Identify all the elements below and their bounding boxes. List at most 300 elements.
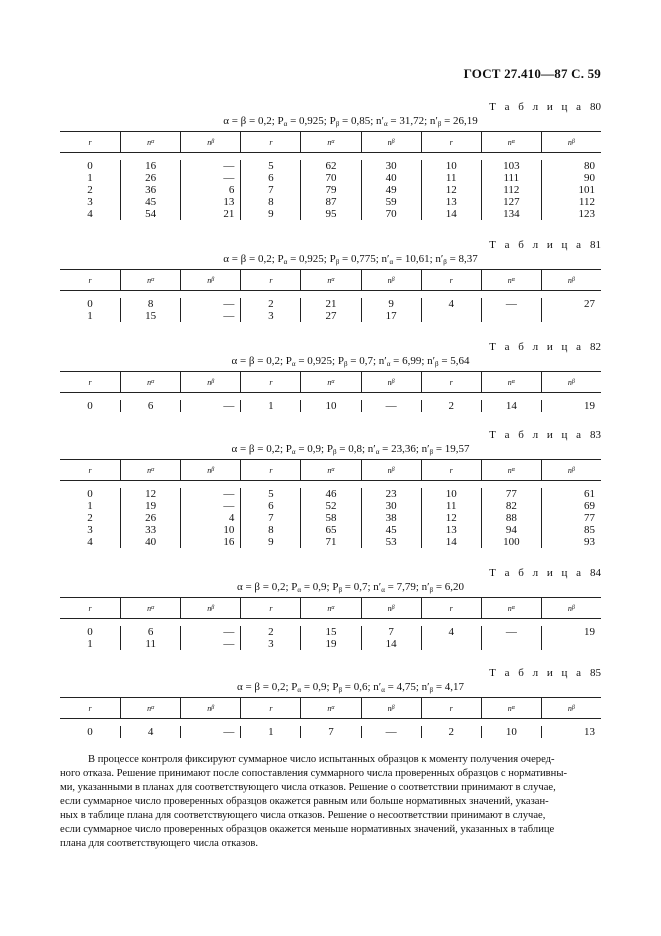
table-cell: 19 bbox=[145, 500, 157, 512]
column-header-symbol: n bbox=[207, 137, 212, 147]
table-cell: 101 bbox=[578, 184, 595, 196]
table-header-row bbox=[60, 598, 601, 619]
table-column bbox=[60, 298, 120, 322]
table-cell: 100 bbox=[503, 536, 520, 548]
table-cell: 1 bbox=[87, 172, 93, 184]
table-cell: 23 bbox=[385, 488, 397, 500]
table-column bbox=[120, 626, 180, 650]
column-header bbox=[240, 698, 300, 718]
column-header-symbol: n bbox=[147, 703, 152, 713]
table-cell: 1 bbox=[87, 500, 93, 512]
column-header-subscript: β bbox=[571, 467, 575, 473]
column-header-symbol: r bbox=[269, 137, 273, 147]
column-header-symbol: r bbox=[88, 465, 92, 475]
column-header bbox=[421, 270, 481, 290]
column-header-subscript: α bbox=[511, 139, 515, 145]
column-header-symbol: r bbox=[449, 377, 453, 387]
table-parameters bbox=[60, 580, 601, 594]
table-cell: 65 bbox=[325, 524, 337, 536]
table-cell: 14 bbox=[445, 208, 457, 220]
table-cell: 4 bbox=[87, 536, 93, 548]
parameter-subscript: β bbox=[429, 586, 434, 594]
table-cell: 40 bbox=[385, 172, 397, 184]
column-header-symbol: n bbox=[207, 377, 212, 387]
table-column bbox=[361, 488, 421, 548]
column-header-symbol: n bbox=[387, 137, 392, 147]
table-parameters bbox=[60, 354, 601, 368]
column-header bbox=[300, 698, 360, 718]
column-header-symbol: n bbox=[207, 603, 212, 613]
table-parameters bbox=[60, 442, 601, 456]
table-caption-number: 82 bbox=[590, 341, 601, 353]
parameter-subscript: β bbox=[435, 360, 439, 368]
table-column bbox=[180, 160, 240, 220]
table-caption bbox=[60, 238, 601, 252]
table-cell: 77 bbox=[583, 512, 595, 524]
table-cell: 94 bbox=[505, 524, 517, 536]
table-caption-word: Т а б л и ц а bbox=[489, 429, 584, 441]
table-caption bbox=[60, 428, 601, 442]
table-cell: — bbox=[505, 626, 517, 638]
table-column bbox=[240, 160, 300, 220]
table-cell: 3 bbox=[268, 310, 274, 322]
column-header-subscript: β bbox=[571, 705, 575, 711]
parameter-subscript: β bbox=[335, 258, 340, 266]
table-cell: 9 bbox=[268, 536, 274, 548]
table-cell: 8 bbox=[268, 524, 274, 536]
body-paragraph bbox=[60, 753, 601, 851]
table-caption-word: Т а б л и ц а bbox=[489, 239, 584, 251]
table-cell: 2 bbox=[448, 400, 454, 412]
table-cell: 90 bbox=[583, 172, 595, 184]
parameter-subscript: β bbox=[443, 258, 447, 266]
table-cell: 30 bbox=[385, 500, 397, 512]
column-header-symbol: r bbox=[449, 465, 453, 475]
table-caption-word: Т а б л и ц а bbox=[489, 101, 584, 113]
column-header-subscript: β bbox=[571, 379, 575, 385]
parameter-text: = 0,9; P bbox=[295, 443, 333, 455]
table-cell: 123 bbox=[578, 208, 595, 220]
column-header-symbol: n bbox=[387, 275, 392, 285]
table-cell: 14 bbox=[385, 638, 397, 650]
table-cell: 6 bbox=[268, 172, 274, 184]
table-parameters bbox=[60, 252, 601, 266]
column-header-subscript: β bbox=[391, 277, 395, 283]
table-cell: 0 bbox=[87, 726, 93, 738]
parameter-subscript: α bbox=[297, 586, 302, 594]
column-header bbox=[541, 372, 601, 392]
table-header-row bbox=[60, 460, 601, 481]
column-header bbox=[60, 132, 120, 152]
paragraph-line: если суммарное число проверенных образцов окажется меньше нормативных значений, указанных в таблице bbox=[60, 824, 555, 835]
table-cell: 0 bbox=[87, 298, 93, 310]
column-header bbox=[361, 270, 421, 290]
column-header-subscript: α bbox=[511, 705, 515, 711]
column-header-subscript: α bbox=[511, 467, 515, 473]
column-header-subscript: β bbox=[391, 467, 395, 473]
column-header-symbol: n bbox=[567, 275, 572, 285]
table-cell: 69 bbox=[583, 500, 595, 512]
column-header-symbol: n bbox=[507, 703, 512, 713]
table-cell: — bbox=[223, 160, 235, 172]
column-header-symbol: r bbox=[269, 603, 273, 613]
column-header-symbol: n bbox=[507, 377, 512, 387]
data-table bbox=[60, 131, 601, 220]
column-header-symbol: n bbox=[327, 137, 332, 147]
table-parameters bbox=[60, 114, 601, 128]
table-column bbox=[240, 488, 300, 548]
table-cell: 21 bbox=[223, 208, 235, 220]
table-cell: 10 bbox=[325, 400, 337, 412]
column-header bbox=[180, 698, 240, 718]
column-header bbox=[120, 698, 180, 718]
paragraph-line: плана для соответствующего числа отказов. bbox=[60, 838, 259, 849]
table-column bbox=[180, 726, 240, 738]
parameter-text: = 31,72; n′ bbox=[387, 115, 438, 127]
table-cell: 58 bbox=[325, 512, 337, 524]
table-cell: 11 bbox=[445, 172, 457, 184]
table-column bbox=[541, 400, 601, 412]
column-header bbox=[240, 132, 300, 152]
column-header bbox=[361, 132, 421, 152]
table-cell: 27 bbox=[325, 310, 337, 322]
table-cell: 4 bbox=[228, 512, 235, 524]
table-body bbox=[60, 719, 601, 738]
table-column bbox=[421, 726, 481, 738]
column-header bbox=[300, 460, 360, 480]
table-caption bbox=[60, 100, 601, 114]
table-body bbox=[60, 619, 601, 650]
table-cell: — bbox=[223, 638, 235, 650]
column-header-symbol: n bbox=[327, 377, 332, 387]
table-cell: 14 bbox=[445, 536, 457, 548]
column-header bbox=[240, 460, 300, 480]
parameter-text: α = β = 0,2; P bbox=[223, 115, 284, 127]
column-header-subscript: α bbox=[151, 139, 155, 145]
table-header-row bbox=[60, 132, 601, 153]
table-cell: 11 bbox=[145, 638, 156, 650]
table-cell: — bbox=[223, 488, 235, 500]
table-cell: 93 bbox=[583, 536, 595, 548]
column-header-subscript: α bbox=[331, 605, 335, 611]
column-header-subscript: β bbox=[571, 139, 575, 145]
table-cell: 7 bbox=[268, 512, 274, 524]
table-cell: 62 bbox=[325, 160, 337, 172]
table-cell: 45 bbox=[145, 196, 157, 208]
table-82 bbox=[60, 340, 601, 412]
column-header bbox=[60, 598, 120, 618]
column-header bbox=[120, 598, 180, 618]
parameter-text: = 0,775; n′ bbox=[339, 253, 390, 265]
column-header-subscript: α bbox=[331, 379, 335, 385]
column-header-symbol: r bbox=[88, 377, 92, 387]
parameter-text: = 23,36; n′ bbox=[379, 443, 430, 455]
column-header-symbol: n bbox=[327, 275, 332, 285]
column-header-subscript: β bbox=[211, 467, 215, 473]
column-header-symbol: n bbox=[207, 703, 212, 713]
table-cell: 5 bbox=[268, 160, 274, 172]
table-cell: — bbox=[223, 726, 235, 738]
column-header-subscript: β bbox=[211, 605, 215, 611]
table-column bbox=[481, 488, 541, 548]
table-parameters bbox=[60, 680, 601, 694]
column-header-symbol: n bbox=[327, 465, 332, 475]
parameter-subscript: β bbox=[437, 120, 442, 128]
table-column bbox=[300, 726, 360, 738]
table-cell: 12 bbox=[445, 184, 457, 196]
table-cell: 3 bbox=[268, 638, 274, 650]
column-header-symbol: n bbox=[507, 137, 512, 147]
table-cell: 0 bbox=[87, 626, 93, 638]
table-cell: 10 bbox=[505, 726, 517, 738]
table-column bbox=[300, 160, 360, 220]
table-cell: 4 bbox=[448, 298, 454, 310]
table-cell: 11 bbox=[445, 500, 457, 512]
table-cell: 40 bbox=[145, 536, 157, 548]
column-header-symbol: n bbox=[567, 465, 572, 475]
table-cell: — bbox=[223, 400, 235, 412]
table-cell: 26 bbox=[145, 512, 157, 524]
table-column bbox=[361, 726, 421, 738]
column-header-subscript: β bbox=[211, 139, 215, 145]
table-cell: 13 bbox=[583, 726, 595, 738]
parameter-subscript: β bbox=[343, 360, 348, 368]
table-caption bbox=[60, 666, 601, 680]
table-cell: — bbox=[223, 500, 235, 512]
parameter-text: = 6,20 bbox=[433, 581, 465, 593]
table-header-row bbox=[60, 270, 601, 291]
table-cell: 2 bbox=[87, 184, 93, 196]
table-cell: 21 bbox=[325, 298, 337, 310]
column-header bbox=[361, 598, 421, 618]
table-cell: 7 bbox=[268, 184, 274, 196]
column-header-symbol: n bbox=[207, 465, 212, 475]
table-column bbox=[421, 400, 481, 412]
table-column bbox=[180, 400, 240, 412]
table-column bbox=[481, 400, 541, 412]
table-cell: 112 bbox=[578, 196, 595, 208]
table-caption-word: Т а б л и ц а bbox=[489, 341, 584, 353]
column-header-subscript: α bbox=[151, 605, 155, 611]
table-cell: 16 bbox=[145, 160, 157, 172]
column-header-subscript: β bbox=[211, 379, 215, 385]
column-header-symbol: r bbox=[269, 465, 273, 475]
table-header-row bbox=[60, 698, 601, 719]
column-header bbox=[300, 598, 360, 618]
parameter-subscript: β bbox=[429, 686, 434, 694]
table-cell: 14 bbox=[505, 400, 517, 412]
table-cell: 77 bbox=[505, 488, 517, 500]
column-header-symbol: n bbox=[147, 465, 152, 475]
parameter-subscript: α bbox=[283, 258, 288, 266]
table-column bbox=[60, 160, 120, 220]
table-column bbox=[300, 626, 360, 650]
table-column bbox=[541, 160, 601, 220]
table-cell: 134 bbox=[503, 208, 520, 220]
parameter-subscript: α bbox=[381, 686, 385, 694]
table-cell: 95 bbox=[325, 208, 337, 220]
paragraph-line: ми, указанными в планах для соответствующего числа отказов. Решение о соответствии принимают в случае, bbox=[60, 782, 556, 793]
column-header bbox=[60, 698, 120, 718]
column-header-symbol: n bbox=[207, 275, 212, 285]
table-body bbox=[60, 481, 601, 548]
column-header bbox=[180, 460, 240, 480]
column-header-symbol: r bbox=[88, 703, 92, 713]
column-header-symbol: n bbox=[147, 275, 152, 285]
column-header-symbol: r bbox=[269, 703, 273, 713]
column-header bbox=[421, 698, 481, 718]
column-header-symbol: r bbox=[449, 703, 453, 713]
column-header bbox=[481, 460, 541, 480]
table-column bbox=[300, 400, 360, 412]
table-column bbox=[240, 298, 300, 322]
table-cell: 1 bbox=[268, 726, 274, 738]
table-column bbox=[541, 298, 601, 322]
column-header bbox=[240, 372, 300, 392]
column-header bbox=[180, 372, 240, 392]
parameter-text: = 8,37 bbox=[446, 253, 478, 265]
data-table bbox=[60, 697, 601, 738]
table-cell: 10 bbox=[445, 160, 457, 172]
table-cell: 112 bbox=[503, 184, 520, 196]
column-header-subscript: α bbox=[331, 139, 335, 145]
column-header-subscript: α bbox=[511, 605, 515, 611]
parameter-subscript: β bbox=[332, 448, 337, 456]
table-cell: 6 bbox=[228, 184, 235, 196]
table-caption bbox=[60, 340, 601, 354]
table-cell: 85 bbox=[583, 524, 595, 536]
column-header bbox=[240, 270, 300, 290]
column-header-symbol: n bbox=[387, 603, 392, 613]
table-cell: — bbox=[385, 400, 397, 412]
table-cell: 71 bbox=[325, 536, 337, 548]
table-cell: 17 bbox=[385, 310, 397, 322]
table-column bbox=[120, 160, 180, 220]
column-header bbox=[361, 460, 421, 480]
table-cell: 3 bbox=[87, 196, 93, 208]
table-cell: 2 bbox=[268, 626, 274, 638]
table-84 bbox=[60, 566, 601, 650]
column-header bbox=[421, 132, 481, 152]
table-column bbox=[240, 400, 300, 412]
column-header bbox=[120, 372, 180, 392]
parameter-text: α = β = 0,2; P bbox=[231, 355, 292, 367]
table-column bbox=[180, 488, 240, 548]
table-column bbox=[481, 626, 541, 650]
table-cell: 30 bbox=[385, 160, 397, 172]
table-cell: 70 bbox=[385, 208, 397, 220]
column-header-subscript: β bbox=[571, 277, 575, 283]
table-column bbox=[180, 626, 240, 650]
column-header bbox=[541, 460, 601, 480]
table-column bbox=[60, 400, 120, 412]
column-header-symbol: r bbox=[88, 275, 92, 285]
column-header-subscript: β bbox=[211, 705, 215, 711]
parameter-text: α = β = 0,2; P bbox=[223, 253, 284, 265]
table-cell: 12 bbox=[445, 512, 457, 524]
column-header bbox=[481, 132, 541, 152]
table-column bbox=[240, 726, 300, 738]
table-cell: 103 bbox=[503, 160, 520, 172]
table-caption-number: 84 bbox=[590, 567, 601, 579]
column-header-subscript: β bbox=[391, 139, 395, 145]
table-cell: 2 bbox=[448, 726, 454, 738]
table-column bbox=[120, 400, 180, 412]
page-header: ГОСТ 27.410—87 С. 59 bbox=[463, 66, 601, 81]
table-column bbox=[421, 298, 481, 322]
table-cell: 33 bbox=[145, 524, 157, 536]
column-header-symbol: r bbox=[269, 377, 273, 387]
column-header-symbol: r bbox=[449, 275, 453, 285]
table-column bbox=[361, 400, 421, 412]
column-header-subscript: α bbox=[151, 705, 155, 711]
table-cell: 49 bbox=[385, 184, 397, 196]
column-header-symbol: n bbox=[567, 603, 572, 613]
column-header bbox=[481, 598, 541, 618]
column-header-subscript: β bbox=[391, 705, 395, 711]
parameter-subscript: α bbox=[297, 686, 302, 694]
table-cell: 12 bbox=[145, 488, 157, 500]
data-table bbox=[60, 371, 601, 412]
column-header bbox=[300, 132, 360, 152]
paragraph-line: ного отказа. Решение принимают после сопоставления суммарного числа проверенных образцов с нормативны- bbox=[60, 768, 567, 779]
table-column bbox=[421, 626, 481, 650]
parameter-text: = 26,19 bbox=[441, 115, 478, 127]
parameter-text: = 0,925; P bbox=[287, 115, 336, 127]
table-cell: 38 bbox=[385, 512, 397, 524]
column-header-symbol: n bbox=[507, 603, 512, 613]
parameter-text: = 10,61; n′ bbox=[393, 253, 444, 265]
parameter-text: = 0,6; n′ bbox=[342, 681, 382, 693]
column-header bbox=[421, 372, 481, 392]
table-column bbox=[300, 488, 360, 548]
table-cell: 0 bbox=[87, 160, 93, 172]
table-cell: 87 bbox=[325, 196, 337, 208]
table-cell: 16 bbox=[223, 536, 235, 548]
table-cell: 2 bbox=[87, 512, 93, 524]
parameter-subscript: α bbox=[383, 120, 388, 128]
paragraph-line: если суммарное число проверенных образцов окажется равным или больше нормативных значений, указан- bbox=[60, 796, 549, 807]
column-header-symbol: n bbox=[387, 703, 392, 713]
table-cell: 26 bbox=[145, 172, 157, 184]
table-cell: 19 bbox=[583, 400, 595, 412]
column-header-subscript: α bbox=[331, 705, 335, 711]
parameter-subscript: α bbox=[291, 448, 296, 456]
table-cell: — bbox=[385, 726, 397, 738]
table-column bbox=[180, 298, 240, 322]
table-column bbox=[481, 726, 541, 738]
column-header bbox=[541, 598, 601, 618]
column-header bbox=[421, 460, 481, 480]
column-header-subscript: β bbox=[391, 605, 395, 611]
table-cell: — bbox=[223, 310, 235, 322]
table-cell: 13 bbox=[445, 524, 457, 536]
table-column bbox=[120, 488, 180, 548]
table-cell: 8 bbox=[147, 298, 154, 310]
column-header-symbol: r bbox=[269, 275, 273, 285]
column-header bbox=[361, 698, 421, 718]
parameter-text: α = β = 0,2; P bbox=[231, 443, 292, 455]
table-cell: — bbox=[223, 298, 235, 310]
table-cell: 13 bbox=[223, 196, 235, 208]
column-header-subscript: α bbox=[151, 277, 155, 283]
column-header-subscript: β bbox=[571, 605, 575, 611]
table-cell: — bbox=[505, 298, 517, 310]
table-cell: 36 bbox=[145, 184, 157, 196]
table-cell: 54 bbox=[145, 208, 157, 220]
table-column bbox=[60, 726, 120, 738]
parameter-text: = 0,8; n′ bbox=[336, 443, 376, 455]
